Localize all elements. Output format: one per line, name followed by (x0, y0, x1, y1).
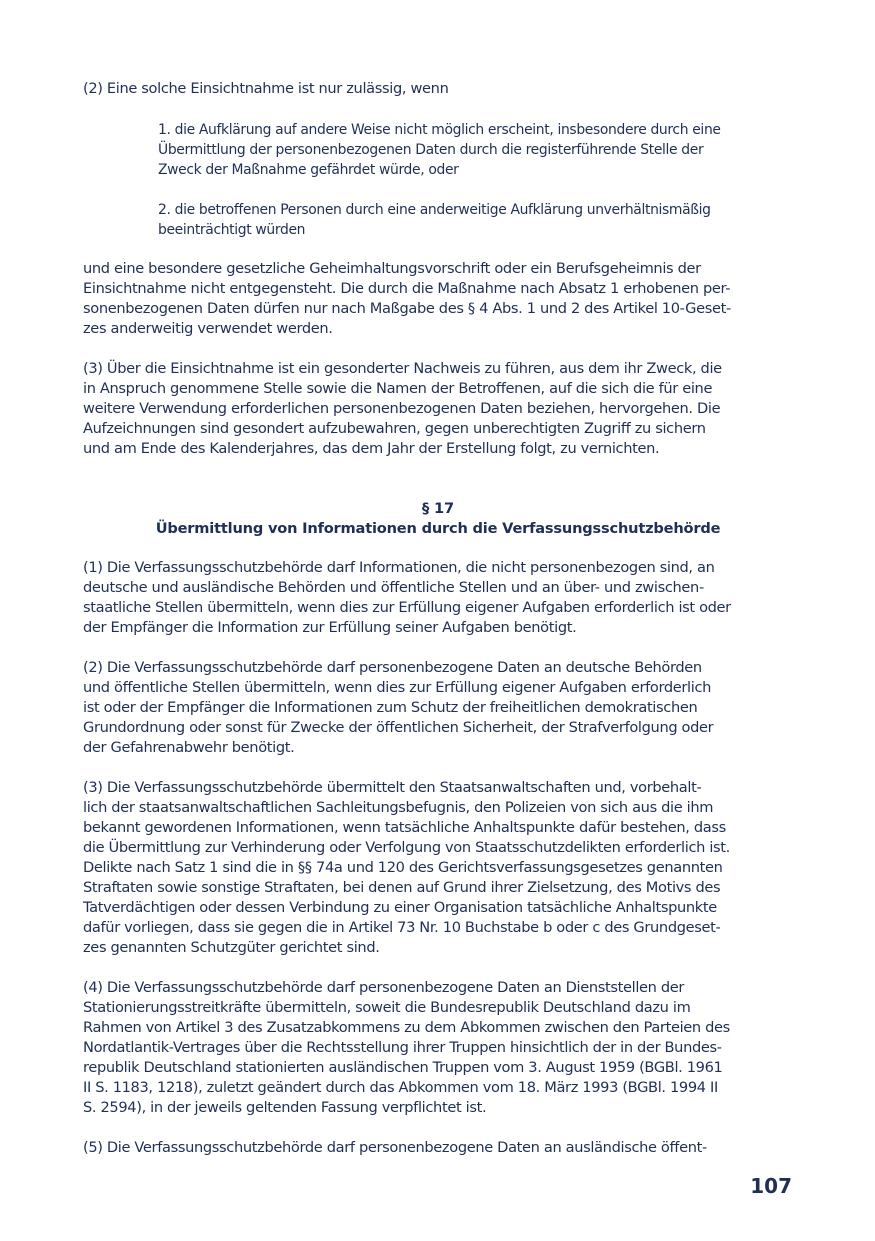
paragraph-2-continuation: und eine besondere gesetzliche Geheimhaltungsvorschrift oder ein Berufsgeheimnis der Einsichtnahme nicht entgegensteht. Die durch die Maßnahme nach Absatz 1 erhobenen per- sonenbezogenen Daten dürfen nur nach Maßgabe des § 4 Abs. 1 und 2 des Artikel 10-Geset- zes anderweitig verwendet werden. (83, 260, 731, 337)
section-heading (83, 499, 793, 539)
paragraph-3: (3) Über die Einsichtnahme ist ein gesonderter Nachweis zu führen, aus dem ihr Zweck, die in Anspruch genommene Stelle sowie die Namen der Betroffenen, auf die sich die für eine weitere Verwendung erforderlichen personenbezogenen Daten beziehen, hervorgehen. Die Aufzeichnungen sind gesondert aufzubewahren, gegen unberechtigten Zugriff zu sichern und am Ende des Kalenderjahres, das dem Jahr der Erstellung folgt, zu vernichten. (83, 360, 722, 457)
section-number: § 17 (422, 500, 454, 517)
list-item-2: 2. die betroffenen Personen durch eine anderweitige Aufklärung unverhältnismäßig beeinträchtigt würden (158, 202, 711, 238)
paragraph-2-intro: (2) Eine solche Einsichtnahme ist nur zulässig, wenn (83, 80, 449, 97)
section-17-paragraph-1: (1) Die Verfassungsschutzbehörde darf Informationen, die nicht personenbezogen sind, an deutsche und ausländische Behörden und öffentliche Stellen und an über- und zwischen- staatliche Stellen übermitteln, wenn dies zur Erfüllung eigener Aufgaben erforderlich ist oder der Empfänger die Information zur Erfüllung seiner Aufgaben benötigt. (83, 559, 731, 636)
section-title: Übermittlung von Informationen durch die Verfassungsschutzbehörde (155, 520, 721, 537)
section-17-paragraph-3: (3) Die Verfassungsschutzbehörde übermittelt den Staatsanwaltschaften und, vorbehalt- lich der staatsanwaltschaftlichen Sachleitungsbefugnis, den Polizeien von sich aus die ihm bekannt gewordenen Informationen, wenn tatsächliche Anhaltspunkte dafür bestehen, dass die Übermittlung zur Verhinderung oder Verfolgung von Staatsschutzdelikten erforderlich ist. Delikte nach Satz 1 sind die in §§ 74a und 120 des Gerichtsverfassungsgesetzes genannten Straftaten sowie sonstige Straftaten, bei denen auf Grund ihrer Zielsetzung, des Motivs des Tatverdächtigen oder dessen Verbindung zu einer Organisation tatsächliche Anhaltspunkte dafür vorliegen, dass sie gegen die in Artikel 73 Nr. 10 Buchstabe b oder c des Grundgeset- zes genannten Schutzgüter gerichtet sind. (83, 779, 730, 956)
page-number: 107 (750, 1174, 792, 1198)
section-17-paragraph-4: (4) Die Verfassungsschutzbehörde darf personenbezogene Daten an Dienststellen der Stationierungsstreitkräfte übermitteln, soweit die Bundesrepublik Deutschland dazu im Rahmen von Artikel 3 des Zusatzabkommens zu dem Abkommen zwischen den Parteien des Nordatlantik-Vertrages über die Rechtsstellung ihrer Truppen hinsichtlich der in der Bundes- republik Deutschland stationierten ausländischen Truppen vom 3. August 1959 (BGBl. 1961 II S. 1183, 1218), zuletzt geändert durch das Abkommen vom 18. März 1993 (BGBl. 1994 II S. 2594), in der jeweils geltenden Fassung verpflichtet ist. (83, 979, 730, 1116)
section-17-paragraph-5: (5) Die Verfassungsschutzbehörde darf personenbezogene Daten an ausländische öffent- (83, 1139, 707, 1156)
section-17-paragraph-2: (2) Die Verfassungsschutzbehörde darf personenbezogene Daten an deutsche Behörden und öffentliche Stellen übermitteln, wenn dies zur Erfüllung eigener Aufgaben erforderlich ist oder der Empfänger die Informationen zum Schutz der freiheitlichen demokratischen Grundordnung oder sonst für Zwecke der öffentlichen Sicherheit, der Strafverfolgung oder der Gefahrenabwehr benötigt. (83, 659, 714, 756)
list-item-1: 1. die Aufklärung auf andere Weise nicht möglich erscheint, insbesondere durch eine Übermittlung der personenbezogenen Daten durch die registerführende Stelle der Zweck der Maßnahme gefährdet würde, oder (158, 122, 721, 178)
